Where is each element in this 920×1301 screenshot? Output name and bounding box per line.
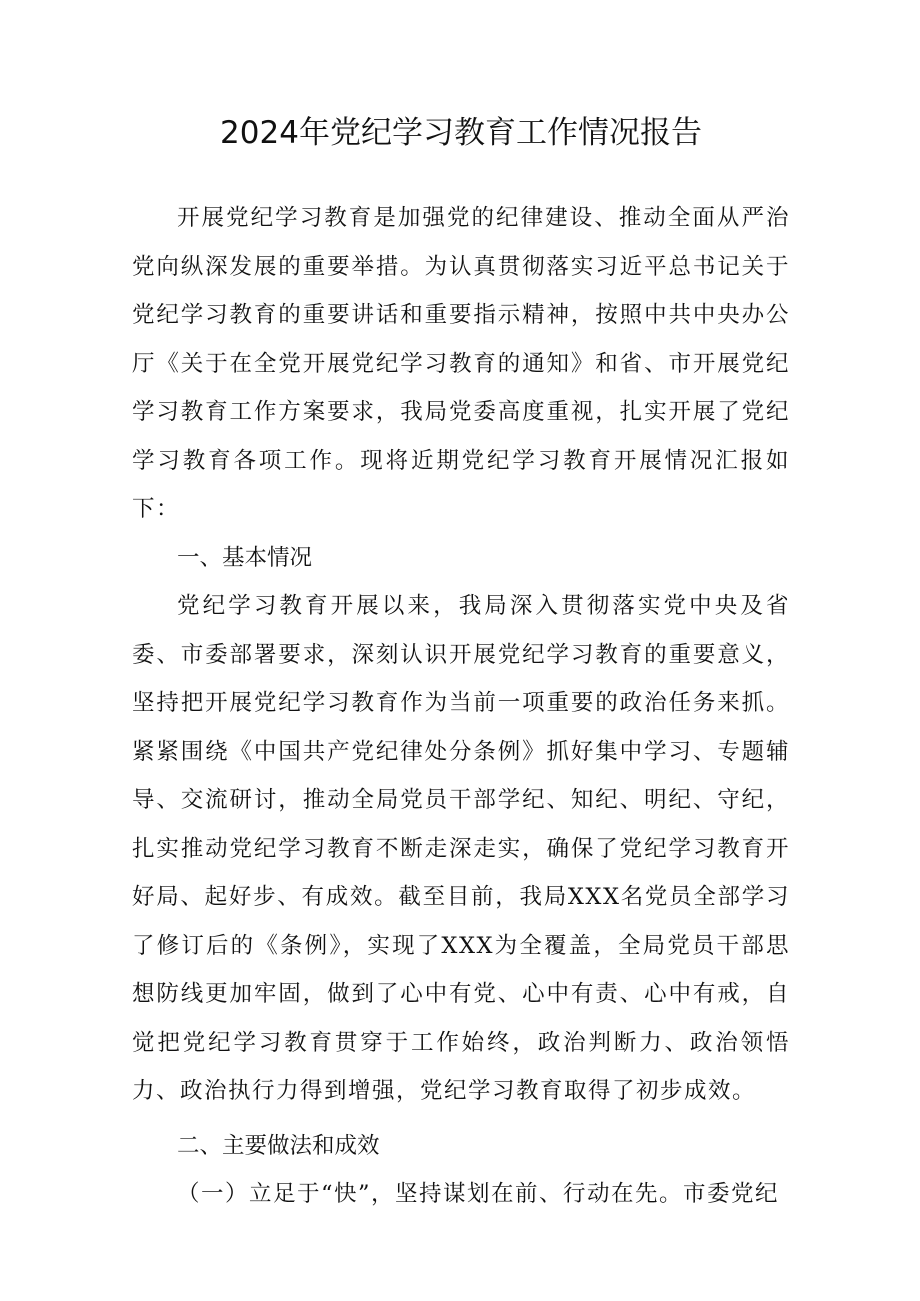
section-heading-main-practices: 二、主要做法和成效: [177, 1132, 380, 1159]
section-body-basic-situation: 党纪学习教育开展以来，我局深入贯彻落实党中央及省委、市委部署要求，深刻认识开展党纪学习教育的重要意义，坚持把开展党纪学习教育作为当前一项重要的政治任务来抓。紧紧围绕《中国共产党纪律处分条例》抓好集中学习、专题辅导、交流研讨，推动全局党员干部学纪、知纪、明纪、守纪，扎实推动党纪学习教育不断走深走实，确保了党纪学习教育开好局、起好步、有成效。截至目前，我局XXX名党员全部学习了修订后的《条例》，实现了XXX为全覆盖，全局党员干部思想防线更加牢固，做到了心中有党、心中有责、心中有戒，自觉把党纪学习教育贯穿于工作始终，政治判断力、政治领悟力、政治执行力得到增强，党纪学习教育取得了初步成效。: [132, 593, 790, 1104]
document-title: 2024年党纪学习教育工作情况报告: [220, 115, 702, 151]
section-body-main-practices: （一）立足于“快”，坚持谋划在前、行动在先。市委党纪: [177, 1181, 780, 1207]
section-heading-basic-situation: 一、基本情况: [177, 544, 313, 571]
intro-paragraph: 开展党纪学习教育是加强党的纪律建设、推动全面从严治党向纵深发展的重要举措。为认真贯彻落实习近平总书记关于党纪学习教育的重要讲话和重要指示精神，按照中共中央办公厅《关于在全党开展党纪学习教育的通知》和省、市开展党纪学习教育工作方案要求，我局党委高度重视，扎实开展了党纪学习教育各项工作。现将近期党纪学习教育开展情况汇报如下：: [132, 205, 790, 522]
